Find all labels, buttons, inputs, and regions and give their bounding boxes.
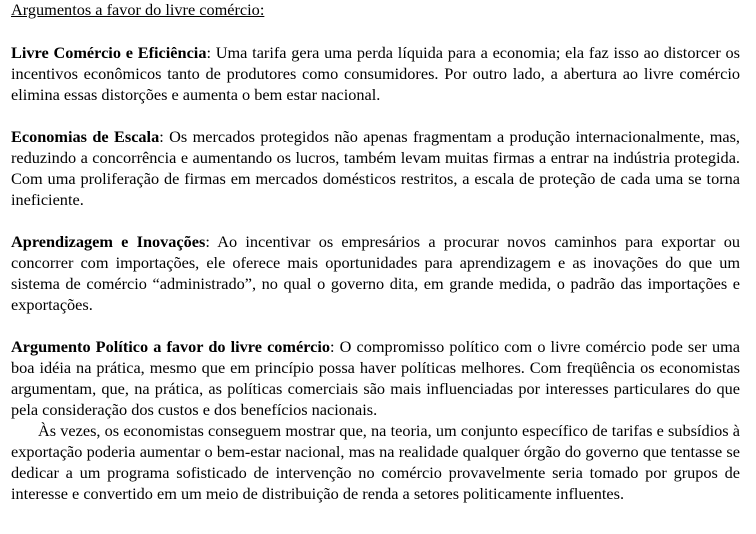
document-page — [11, 0, 740, 504]
paragraph-political-argument — [11, 336, 740, 420]
section-heading: Livre Comércio e Eficiência — [11, 43, 207, 62]
section-text: : Ao incentivar os empresários a procurar novos caminhos para exportar ou concorrer com importações, ele oferece mais oportunidades para aprendizagem e as inovações do que um sistema de comércio “administrado”, no qual o governo dita, em grande medida, o padrão das importações e exportações. — [11, 232, 740, 314]
paragraph-political-continuation: Às vezes, os economistas conseguem mostrar que, na teoria, um conjunto específico de tarifas e subsídios à exportação poderia aumentar o bem-estar nacional, mas na realidade qualquer órgão do governo que tentasse se dedicar a um programa sofisticado de intervenção no comércio provavelmente seria tomado por grupos de interesse e convertido em um meio de distribuição de renda a setores politicamente influentes. — [11, 421, 740, 503]
section-heading: Aprendizagem e Inovações — [11, 232, 206, 251]
document-title: Argumentos a favor do livre comércio: — [11, 0, 265, 19]
paragraph-free-trade-efficiency — [11, 42, 740, 105]
section-heading: Argumento Político a favor do livre comércio — [11, 337, 331, 356]
section-text: : Uma tarifa gera uma perda líquida para a economia; ela faz isso ao distorcer os incentivos econômicos tanto de produtores como consumidores. Por outro lado, a abertura ao livre comércio elimina essas distorções e aumenta o bem estar nacional. — [11, 43, 740, 104]
section-heading: Economias de Escala — [11, 127, 160, 146]
paragraph-economies-of-scale — [11, 126, 740, 210]
paragraph-learning-innovation — [11, 231, 740, 315]
section-text: : Os mercados protegidos não apenas fragmentam a produção internacionalmente, mas, reduzindo a concorrência e aumentando os lucros, também levam muitas firmas a entrar na indústria protegida. Com uma proliferação de firmas em mercados domésticos restritos, a escala de proteção de cada uma se torna ineficiente. — [11, 127, 740, 209]
section-text: : O compromisso político com o livre comércio pode ser uma boa idéia na prática, mesmo que em princípio possa haver políticas melhores. Com freqüência os economistas argumentam, que, na prática, as políticas comerciais são mais influenciadas por interesses particulares do que pela consideração dos custos e dos benefícios nacionais. — [11, 337, 741, 419]
